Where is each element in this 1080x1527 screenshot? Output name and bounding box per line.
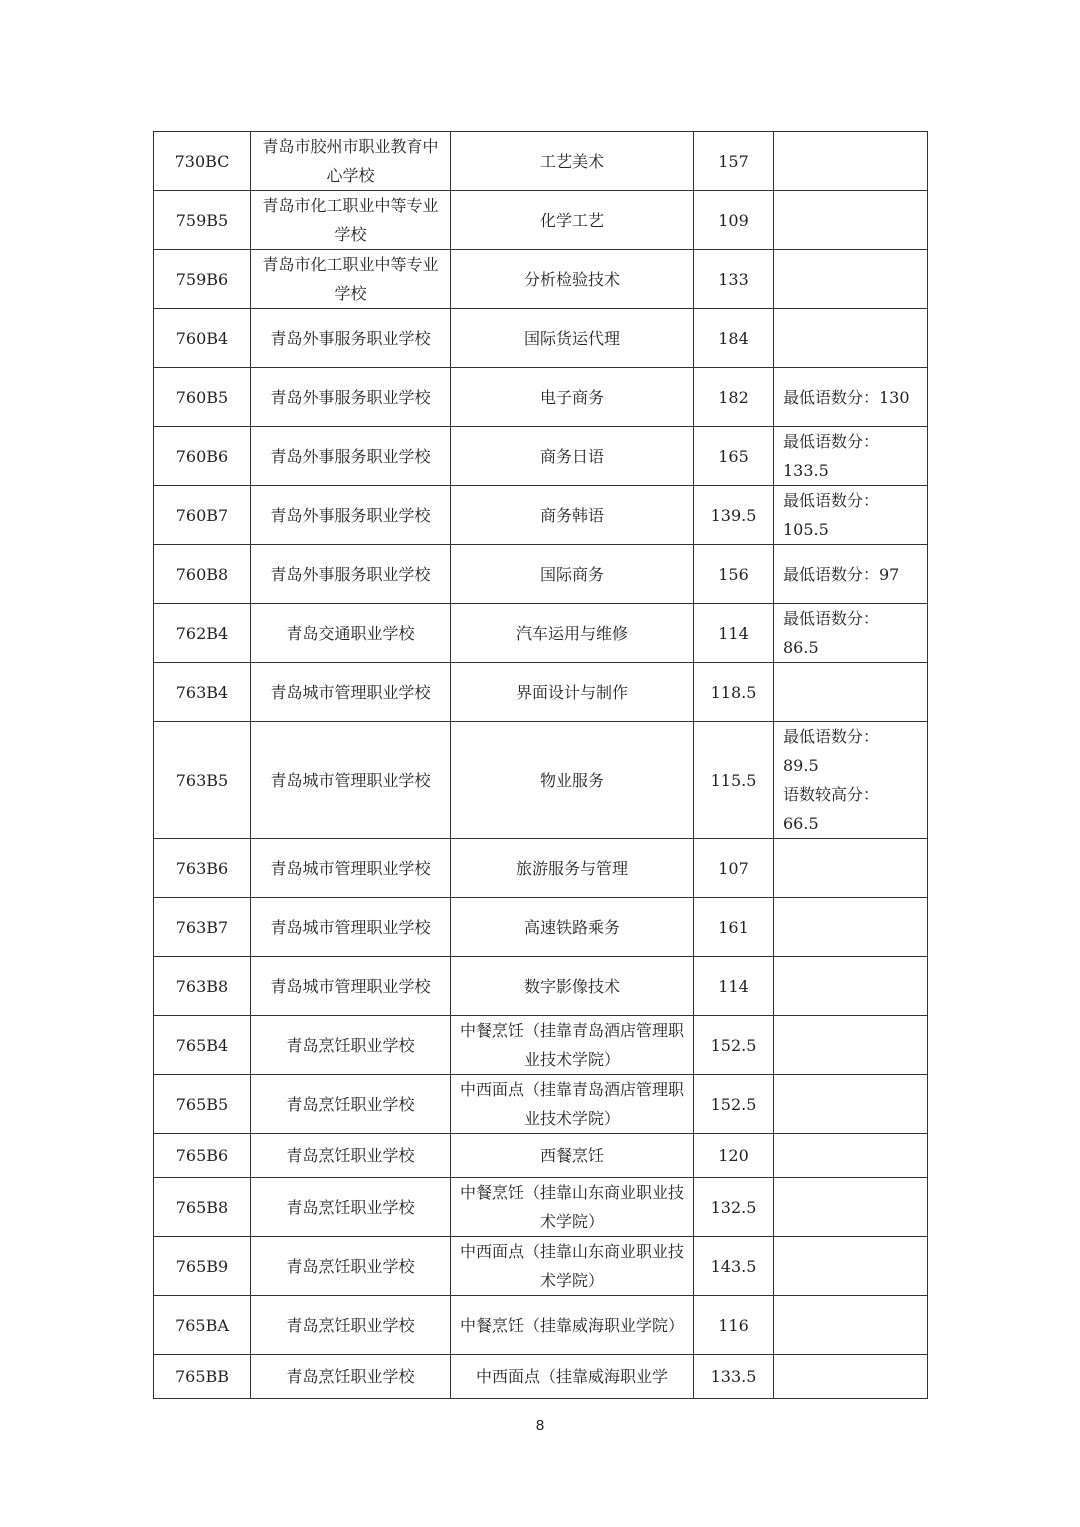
note-cell: [774, 191, 928, 250]
note-cell: [774, 309, 928, 368]
school-cell: 青岛城市管理职业学校: [251, 663, 451, 722]
admission-score-table: [153, 131, 928, 1399]
note-cell: 最低语数分： 86.5: [774, 604, 928, 663]
note-cell: 最低语数分： 89.5 语数较高分： 66.5: [774, 722, 928, 839]
table-row: [154, 898, 928, 957]
score-cell: 143.5: [694, 1237, 774, 1296]
code-cell: 760B5: [154, 368, 251, 427]
code-cell: 760B4: [154, 309, 251, 368]
code-cell: 759B5: [154, 191, 251, 250]
major-cell: 中餐烹饪（挂靠威海职业学院）: [451, 1296, 694, 1355]
code-cell: 765B4: [154, 1016, 251, 1075]
school-cell: 青岛城市管理职业学校: [251, 957, 451, 1016]
school-cell: 青岛外事服务职业学校: [251, 545, 451, 604]
score-cell: 109: [694, 191, 774, 250]
code-cell: 763B7: [154, 898, 251, 957]
note-cell: [774, 1178, 928, 1237]
code-cell: 760B7: [154, 486, 251, 545]
table-row: [154, 132, 928, 191]
school-cell: 青岛外事服务职业学校: [251, 368, 451, 427]
note-cell: [774, 898, 928, 957]
score-cell: 133: [694, 250, 774, 309]
major-cell: 中西面点（挂靠青岛酒店管理职业技术学院）: [451, 1075, 694, 1134]
code-cell: 765B5: [154, 1075, 251, 1134]
score-cell: 116: [694, 1296, 774, 1355]
table-row: [154, 191, 928, 250]
major-cell: 数字影像技术: [451, 957, 694, 1016]
note-cell: [774, 1237, 928, 1296]
code-cell: 765BB: [154, 1355, 251, 1399]
note-cell: [774, 132, 928, 191]
code-cell: 763B5: [154, 722, 251, 839]
code-cell: 765B9: [154, 1237, 251, 1296]
code-cell: 763B8: [154, 957, 251, 1016]
school-cell: 青岛外事服务职业学校: [251, 486, 451, 545]
score-cell: 114: [694, 604, 774, 663]
major-cell: 国际商务: [451, 545, 694, 604]
school-cell: 青岛烹饪职业学校: [251, 1134, 451, 1178]
score-cell: 182: [694, 368, 774, 427]
score-cell: 115.5: [694, 722, 774, 839]
note-cell: [774, 250, 928, 309]
score-cell: 132.5: [694, 1178, 774, 1237]
school-cell: 青岛交通职业学校: [251, 604, 451, 663]
school-cell: 青岛城市管理职业学校: [251, 722, 451, 839]
note-cell: 最低语数分：97: [774, 545, 928, 604]
code-cell: 762B4: [154, 604, 251, 663]
major-cell: 商务韩语: [451, 486, 694, 545]
major-cell: 物业服务: [451, 722, 694, 839]
score-cell: 165: [694, 427, 774, 486]
score-cell: 114: [694, 957, 774, 1016]
code-cell: 760B6: [154, 427, 251, 486]
major-cell: 工艺美术: [451, 132, 694, 191]
code-cell: 765B6: [154, 1134, 251, 1178]
note-cell: 最低语数分：130: [774, 368, 928, 427]
major-cell: 界面设计与制作: [451, 663, 694, 722]
table-row: [154, 604, 928, 663]
school-cell: 青岛烹饪职业学校: [251, 1296, 451, 1355]
table-row: [154, 1355, 928, 1399]
major-cell: 化学工艺: [451, 191, 694, 250]
note-cell: [774, 663, 928, 722]
score-cell: 184: [694, 309, 774, 368]
note-cell: [774, 839, 928, 898]
table-row: [154, 427, 928, 486]
note-cell: [774, 1355, 928, 1399]
school-cell: 青岛烹饪职业学校: [251, 1237, 451, 1296]
table-row: [154, 1134, 928, 1178]
score-cell: 152.5: [694, 1016, 774, 1075]
major-cell: 汽车运用与维修: [451, 604, 694, 663]
note-cell: 最低语数分： 105.5: [774, 486, 928, 545]
major-cell: 分析检验技术: [451, 250, 694, 309]
code-cell: 759B6: [154, 250, 251, 309]
table-row: [154, 309, 928, 368]
school-cell: 青岛城市管理职业学校: [251, 839, 451, 898]
school-cell: 青岛烹饪职业学校: [251, 1075, 451, 1134]
table-row: [154, 1075, 928, 1134]
school-cell: 青岛烹饪职业学校: [251, 1355, 451, 1399]
table-body: [154, 132, 928, 1399]
school-cell: 青岛城市管理职业学校: [251, 898, 451, 957]
school-cell: 青岛市化工职业中等专业学校: [251, 250, 451, 309]
note-cell: 最低语数分： 133.5: [774, 427, 928, 486]
major-cell: 中餐烹饪（挂靠山东商业职业技术学院）: [451, 1178, 694, 1237]
table-row: [154, 1237, 928, 1296]
score-cell: 120: [694, 1134, 774, 1178]
table-row: [154, 957, 928, 1016]
table-row: [154, 1016, 928, 1075]
score-cell: 133.5: [694, 1355, 774, 1399]
score-cell: 118.5: [694, 663, 774, 722]
table-row: [154, 663, 928, 722]
code-cell: 765B8: [154, 1178, 251, 1237]
table-row: [154, 486, 928, 545]
major-cell: 商务日语: [451, 427, 694, 486]
school-cell: 青岛烹饪职业学校: [251, 1016, 451, 1075]
score-cell: 161: [694, 898, 774, 957]
school-cell: 青岛市胶州市职业教育中心学校: [251, 132, 451, 191]
table-row: [154, 545, 928, 604]
code-cell: 763B6: [154, 839, 251, 898]
note-cell: [774, 1134, 928, 1178]
score-cell: 139.5: [694, 486, 774, 545]
score-cell: 156: [694, 545, 774, 604]
code-cell: 730BC: [154, 132, 251, 191]
major-cell: 国际货运代理: [451, 309, 694, 368]
major-cell: 中餐烹饪（挂靠青岛酒店管理职业技术学院）: [451, 1016, 694, 1075]
major-cell: 中西面点（挂靠山东商业职业技术学院）: [451, 1237, 694, 1296]
table-row: [154, 1178, 928, 1237]
note-cell: [774, 1296, 928, 1355]
score-cell: 152.5: [694, 1075, 774, 1134]
page-number: 8: [535, 1417, 545, 1434]
score-cell: 107: [694, 839, 774, 898]
school-cell: 青岛外事服务职业学校: [251, 427, 451, 486]
major-cell: 高速铁路乘务: [451, 898, 694, 957]
score-cell: 157: [694, 132, 774, 191]
note-cell: [774, 1016, 928, 1075]
school-cell: 青岛烹饪职业学校: [251, 1178, 451, 1237]
major-cell: 旅游服务与管理: [451, 839, 694, 898]
table-row: [154, 1296, 928, 1355]
major-cell: 中西面点（挂靠威海职业学: [451, 1355, 694, 1399]
major-cell: 西餐烹饪: [451, 1134, 694, 1178]
code-cell: 763B4: [154, 663, 251, 722]
table-row: [154, 839, 928, 898]
school-cell: 青岛市化工职业中等专业学校: [251, 191, 451, 250]
major-cell: 电子商务: [451, 368, 694, 427]
table-row: [154, 250, 928, 309]
school-cell: 青岛外事服务职业学校: [251, 309, 451, 368]
code-cell: 760B8: [154, 545, 251, 604]
note-cell: [774, 1075, 928, 1134]
table-row: [154, 722, 928, 839]
table-row: [154, 368, 928, 427]
code-cell: 765BA: [154, 1296, 251, 1355]
note-cell: [774, 957, 928, 1016]
